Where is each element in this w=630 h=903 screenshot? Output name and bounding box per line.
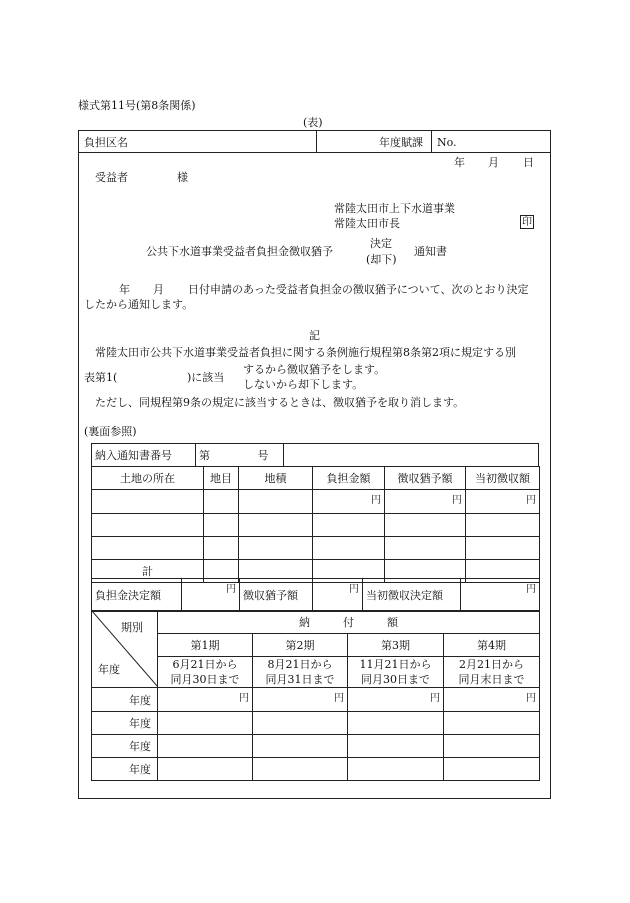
period-1-name: 第1期 — [158, 634, 253, 657]
schedule-row — [92, 735, 540, 758]
district-label: 負担区名 — [84, 136, 128, 149]
body-line-2: したから通知します。 — [84, 298, 194, 311]
yen-unit: 円 — [313, 579, 363, 612]
schedule-cell — [253, 712, 348, 735]
header-divider — [78, 152, 551, 153]
period-2-name: 第2期 — [253, 634, 348, 657]
recipient-honorific: 様 — [177, 171, 188, 184]
schedule-cell — [158, 758, 253, 781]
schedule-table — [91, 610, 540, 781]
schedule-year-label: 年度 — [92, 758, 158, 781]
schedule-cell — [253, 758, 348, 781]
ki-heading: 記 — [309, 329, 320, 342]
schedule-year-label: 年度 — [92, 688, 158, 712]
land-cell — [239, 537, 313, 560]
clause-result-grant: するから徴収猶予をします。 — [243, 363, 386, 376]
year-section-label: 年度賦課 — [379, 136, 423, 149]
schedule-cell — [444, 758, 540, 781]
date-year: 年 — [454, 156, 465, 169]
yen-unit: 円 — [182, 579, 240, 612]
schedule-cell — [348, 735, 444, 758]
notice-suffix: 通知書 — [414, 245, 447, 258]
header-col-divider — [316, 130, 317, 152]
yen-unit: 円 — [158, 688, 253, 712]
form-title: 様式第11号(第8条関係) — [78, 99, 196, 112]
body-line-1: 日付申請のあった受益者負担金の徴収猶予について、次のとおり決定 — [188, 283, 529, 296]
land-cell — [204, 537, 239, 560]
recipient-label: 受益者 — [95, 171, 128, 184]
land-header-deferred: 徴収猶予額 — [385, 467, 466, 490]
land-cell — [385, 514, 466, 537]
schedule-cell — [444, 712, 540, 735]
yen-unit: 円 — [348, 688, 444, 712]
notice-no-cell — [196, 444, 284, 467]
land-row — [92, 537, 540, 560]
yen-unit: 円 — [444, 688, 540, 712]
land-cell — [239, 490, 313, 514]
date-month: 月 — [488, 156, 499, 169]
yen-unit: 円 — [253, 688, 348, 712]
clause-result-reject: しないから却下します。 — [243, 378, 364, 391]
land-header-initial: 当初徴収額 — [466, 467, 540, 490]
yen-unit: 円 — [313, 490, 385, 514]
land-cell — [239, 514, 313, 537]
period-4-from: 2月21日から — [459, 658, 524, 671]
clause-applicable: )に該当 — [187, 371, 225, 384]
schedule-cell — [348, 758, 444, 781]
decided-amount-label: 負担金決定額 — [92, 579, 182, 612]
land-cell — [466, 514, 540, 537]
period-3-range — [348, 657, 444, 688]
land-row — [92, 490, 540, 514]
notice-number-table — [91, 443, 539, 467]
schedule-cell — [158, 712, 253, 735]
schedule-year-label: 年度 — [92, 712, 158, 735]
land-table — [91, 466, 540, 583]
schedule-cell — [253, 735, 348, 758]
side-label: (表) — [303, 116, 323, 129]
schedule-cell — [158, 735, 253, 758]
land-cell — [313, 537, 385, 560]
year-label: 年度 — [98, 663, 120, 676]
period-1-to: 同月30日まで — [170, 673, 240, 686]
period-1-from: 6月21日から — [172, 658, 238, 671]
land-row — [92, 514, 540, 537]
body-month: 月 — [153, 283, 164, 296]
notice-option-reject: (却下) — [366, 253, 397, 266]
yen-unit: 円 — [461, 579, 540, 612]
period-1-range — [158, 657, 253, 688]
initial-amount-label: 当初徴収決定額 — [363, 579, 461, 612]
clause-table-ref: 表第1( — [84, 371, 118, 384]
land-cell — [466, 537, 540, 560]
land-cell — [313, 514, 385, 537]
land-cell — [92, 514, 204, 537]
notice-option-decide: 決定 — [370, 237, 392, 250]
schedule-row — [92, 688, 540, 712]
header-col-divider — [431, 130, 432, 152]
clause-line-1: 常陸太田市公共下水道事業受益者負担に関する条例施行規程第8条第2項に規定する別 — [95, 346, 516, 359]
deferred-amount-label: 徴収猶予額 — [240, 579, 313, 612]
notice-no-go: 号 — [257, 449, 269, 462]
no-label: No. — [437, 136, 457, 149]
body-year: 年 — [119, 283, 130, 296]
land-header-row — [92, 467, 540, 490]
schedule-row — [92, 712, 540, 735]
notice-no-label: 納入通知書番号 — [92, 444, 196, 467]
notice-no-empty — [284, 444, 539, 467]
land-cell — [92, 490, 204, 514]
notice-title: 公共下水道事業受益者負担金徴収猶予 — [146, 245, 333, 258]
period-year-header — [92, 611, 158, 688]
schedule-cell — [348, 712, 444, 735]
period-4-name: 第4期 — [444, 634, 540, 657]
payment-amount-header: 納 付 額 — [158, 611, 540, 634]
land-header-charge: 負担金額 — [313, 467, 385, 490]
schedule-year-label: 年度 — [92, 735, 158, 758]
land-header-area: 地積 — [239, 467, 313, 490]
land-cell — [204, 514, 239, 537]
period-label: 期別 — [121, 621, 143, 634]
issuer-mayor: 常陸太田市長 — [334, 217, 400, 230]
period-2-range — [253, 657, 348, 688]
land-cell — [204, 490, 239, 514]
period-2-from: 8月21日から — [267, 658, 333, 671]
date-day: 日 — [523, 156, 534, 169]
seal-mark: 印 — [522, 217, 532, 228]
land-header-category: 地目 — [204, 467, 239, 490]
land-cell — [92, 537, 204, 560]
land-header-location: 土地の所在 — [92, 467, 204, 490]
period-4-range — [444, 657, 540, 688]
issuer-org: 常陸太田市上下水道事業 — [334, 202, 455, 215]
period-2-to: 同月31日まで — [265, 673, 335, 686]
yen-unit: 円 — [466, 490, 540, 514]
reverse-ref: (裏面参照) — [84, 425, 137, 438]
clause-proviso: ただし、同規程第9条の規定に該当するときは、徴収猶予を取り消します。 — [95, 396, 465, 409]
land-total-label: 計 — [92, 560, 204, 583]
schedule-row — [92, 758, 540, 781]
land-cell — [385, 537, 466, 560]
period-4-to: 同月末日まで — [458, 673, 525, 686]
amounts-table — [91, 578, 540, 612]
period-3-from: 11月21日から — [359, 658, 432, 671]
yen-unit: 円 — [385, 490, 466, 514]
period-3-name: 第3期 — [348, 634, 444, 657]
notice-no-dai: 第 — [199, 449, 210, 462]
schedule-cell — [444, 735, 540, 758]
period-3-to: 同月30日まで — [361, 673, 430, 686]
